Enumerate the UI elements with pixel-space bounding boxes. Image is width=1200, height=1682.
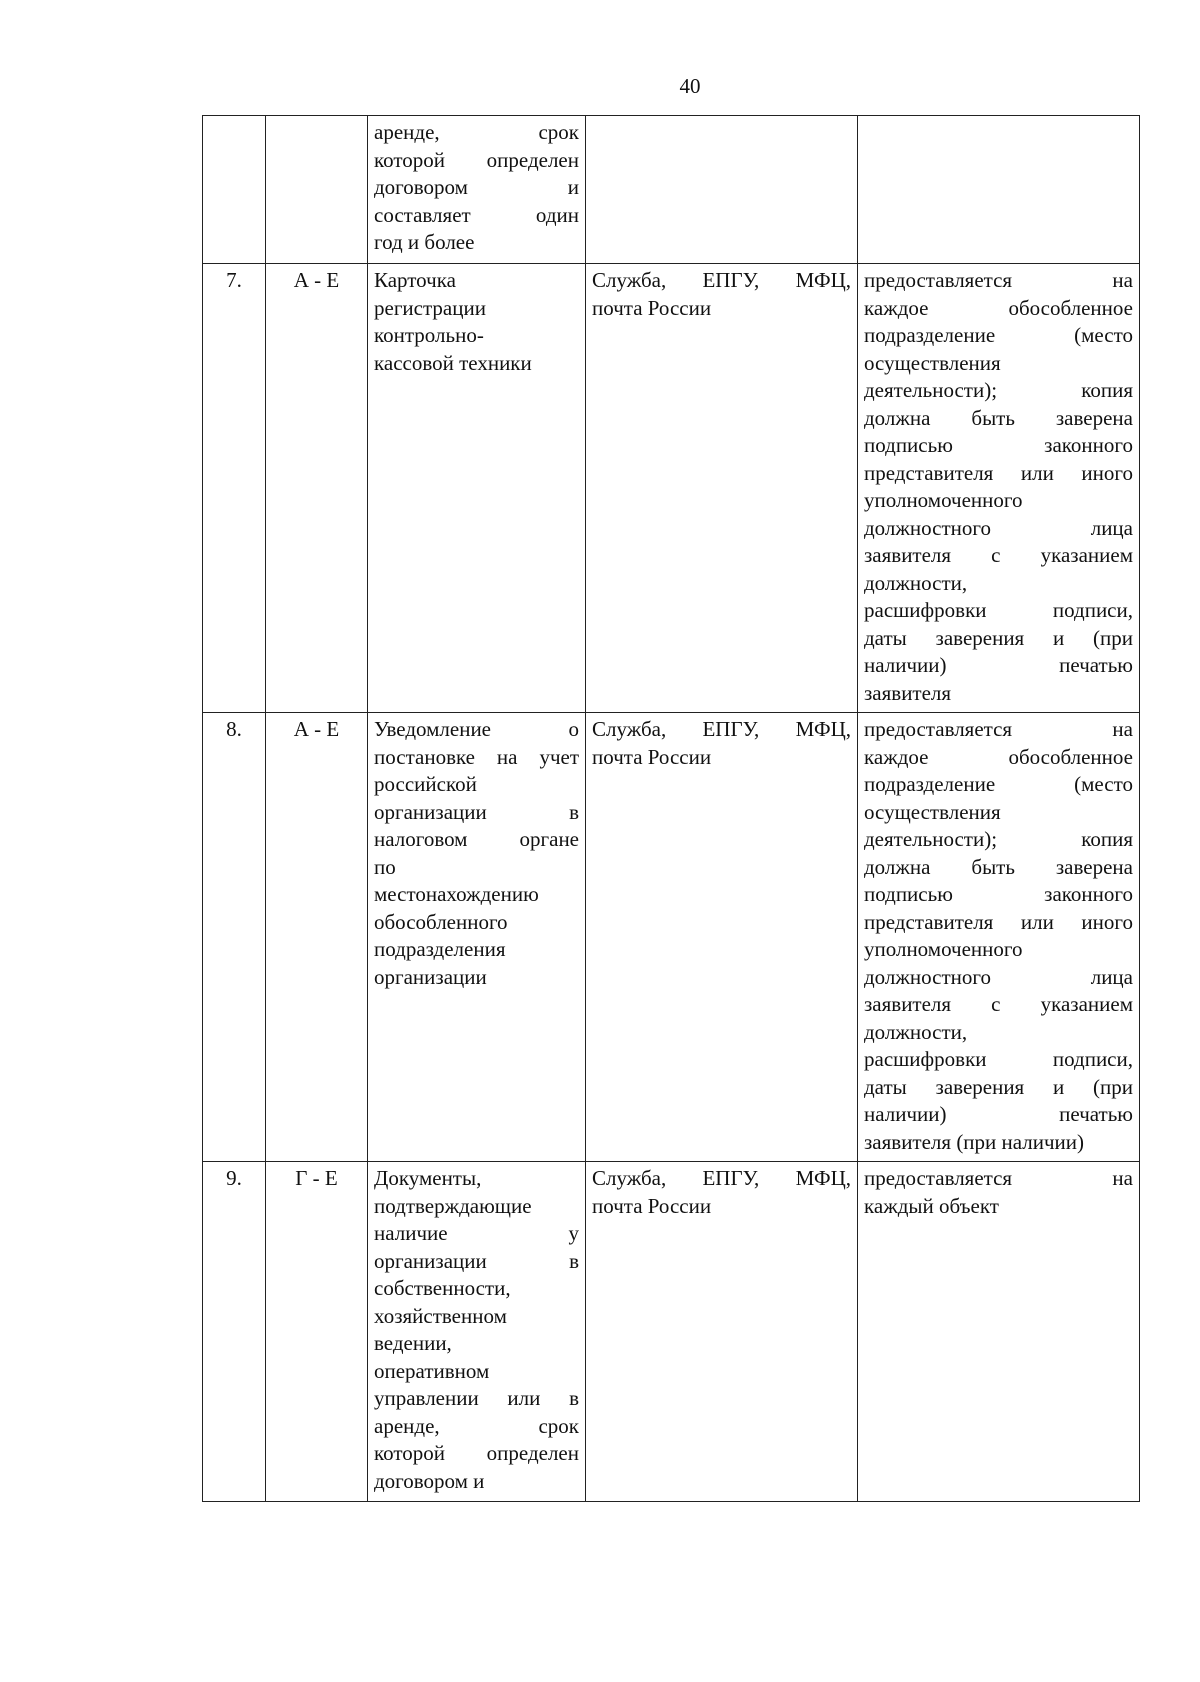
source-cell (586, 713, 858, 1162)
cell-text-line: заявителя (при наличии) (864, 1129, 1085, 1154)
cell-text-line: договором и (374, 175, 579, 199)
cell-text-line: предоставляется на (864, 717, 1133, 741)
cell-text-line: ведении, (374, 1331, 452, 1355)
cell-text-line: по (374, 854, 396, 879)
cell-text-line: которой определен (374, 1441, 579, 1465)
cell-text-line: уполномоченного (864, 488, 1023, 512)
cell-text-line: даты заверения и (при (864, 625, 1133, 650)
cell-text-line: кассовой техники (374, 350, 532, 375)
cell-text-line: каждое обособленное (864, 744, 1133, 769)
cell-text-line: должна быть заверена (864, 405, 1133, 430)
documents-table (202, 115, 1140, 1502)
document-name-cell (368, 116, 586, 264)
cell-text-line: Карточка (374, 268, 456, 292)
cell-text-line: должности, (864, 1019, 968, 1044)
row-number-cell (203, 713, 266, 1162)
cell-text-line: организации (374, 964, 487, 989)
row-code-cell (266, 713, 368, 1162)
cell-text-line: должностного лица (864, 515, 1133, 540)
row-number: 8. (226, 717, 242, 741)
row-number: 7. (226, 268, 242, 292)
cell-text-line: управлении или в (374, 1386, 579, 1410)
cell-text-line: даты заверения и (при (864, 1074, 1133, 1099)
row-code-cell (266, 116, 368, 264)
row-code: А - Е (293, 268, 340, 292)
cell-text-line: заявителя с указанием (864, 543, 1133, 567)
page-number: 40 (679, 74, 701, 98)
note-cell (858, 116, 1140, 264)
cell-text-line: Служба, ЕПГУ, МФЦ, (592, 268, 851, 292)
cell-text-line: организации в (374, 799, 579, 824)
note-cell (858, 713, 1140, 1162)
row-number: 9. (226, 1166, 242, 1190)
source-cell (586, 116, 858, 264)
cell-text-line: заявителя (864, 680, 952, 705)
cell-text-line: подписью законного (864, 433, 1133, 457)
document-name-cell (368, 1162, 586, 1502)
source-cell (586, 1162, 858, 1502)
cell-text-line: предоставляется на (864, 268, 1133, 292)
cell-text-line: хозяйственном (374, 1303, 507, 1328)
cell-text-line: осуществления (864, 350, 1001, 375)
cell-text-line: должности, (864, 570, 968, 595)
cell-text-line: наличии) печатью (864, 653, 1133, 677)
cell-text-line: деятельности); копия (864, 378, 1133, 402)
table-row (203, 264, 1140, 713)
cell-text-line: Служба, ЕПГУ, МФЦ, (592, 717, 851, 741)
cell-text-line: должна быть заверена (864, 854, 1133, 879)
row-number-cell (203, 264, 266, 713)
cell-text-line: Служба, ЕПГУ, МФЦ, (592, 1166, 851, 1190)
cell-text-line: расшифровки подписи, (864, 1047, 1133, 1071)
note-cell (858, 1162, 1140, 1502)
cell-text-line: уполномоченного (864, 937, 1023, 961)
cell-text-line: расшифровки подписи, (864, 598, 1133, 622)
cell-text-line: подразделения (374, 937, 506, 961)
cell-text-line: подписью законного (864, 882, 1133, 906)
cell-text-line: обособленного (374, 909, 508, 934)
cell-text-line: организации в (374, 1248, 579, 1273)
cell-text-line: контрольно- (374, 323, 484, 347)
cell-text-line: подразделение (место (864, 323, 1133, 347)
cell-text-line: деятельности); копия (864, 827, 1133, 851)
document-name-cell (368, 713, 586, 1162)
cell-text-line: которой определен (374, 147, 579, 172)
cell-text-line: подразделение (место (864, 772, 1133, 796)
row-code: А - Е (293, 717, 340, 741)
cell-text-line: заявителя с указанием (864, 992, 1133, 1016)
note-cell (858, 264, 1140, 713)
table-row-continuation (203, 116, 1140, 264)
row-number-cell (203, 116, 266, 264)
row-code: Г - Е (295, 1166, 338, 1190)
cell-text-line: почта России (592, 1193, 712, 1218)
source-cell (586, 264, 858, 713)
row-code-cell (266, 264, 368, 713)
cell-text-line: предоставляется на (864, 1166, 1133, 1190)
cell-text-line: постановке на учет (374, 744, 579, 769)
table-row (203, 713, 1140, 1162)
cell-text-line: аренде, срок (374, 120, 579, 144)
cell-text-line: оперативном (374, 1358, 490, 1383)
cell-text-line: наличие у (374, 1221, 579, 1245)
cell-text-line: осуществления (864, 799, 1001, 824)
cell-text-line: почта России (592, 295, 712, 320)
cell-text-line: договором и (374, 1468, 485, 1493)
cell-text-line: подтверждающие (374, 1193, 532, 1218)
cell-text-line: собственности, (374, 1276, 511, 1300)
document-name-cell (368, 264, 586, 713)
cell-text-line: каждый объект (864, 1193, 999, 1218)
cell-text-line: представителя или иного (864, 460, 1133, 485)
cell-text-line: регистрации (374, 295, 486, 320)
cell-text-line: почта России (592, 744, 712, 769)
row-number-cell (203, 1162, 266, 1502)
cell-text-line: представителя или иного (864, 909, 1133, 934)
cell-text-line: должностного лица (864, 964, 1133, 989)
cell-text-line: Уведомление о (374, 717, 579, 741)
table-row (203, 1162, 1140, 1502)
cell-text-line: составляет один (374, 202, 579, 227)
cell-text-line: аренде, срок (374, 1413, 579, 1438)
cell-text-line: местонахождению (374, 882, 539, 906)
cell-text-line: Документы, (374, 1166, 482, 1190)
cell-text-line: налоговом органе (374, 827, 579, 851)
cell-text-line: наличии) печатью (864, 1102, 1133, 1126)
cell-text-line: каждое обособленное (864, 295, 1133, 320)
cell-text-line: российской (374, 772, 477, 796)
row-code-cell (266, 1162, 368, 1502)
cell-text-line: год и более (374, 230, 475, 254)
